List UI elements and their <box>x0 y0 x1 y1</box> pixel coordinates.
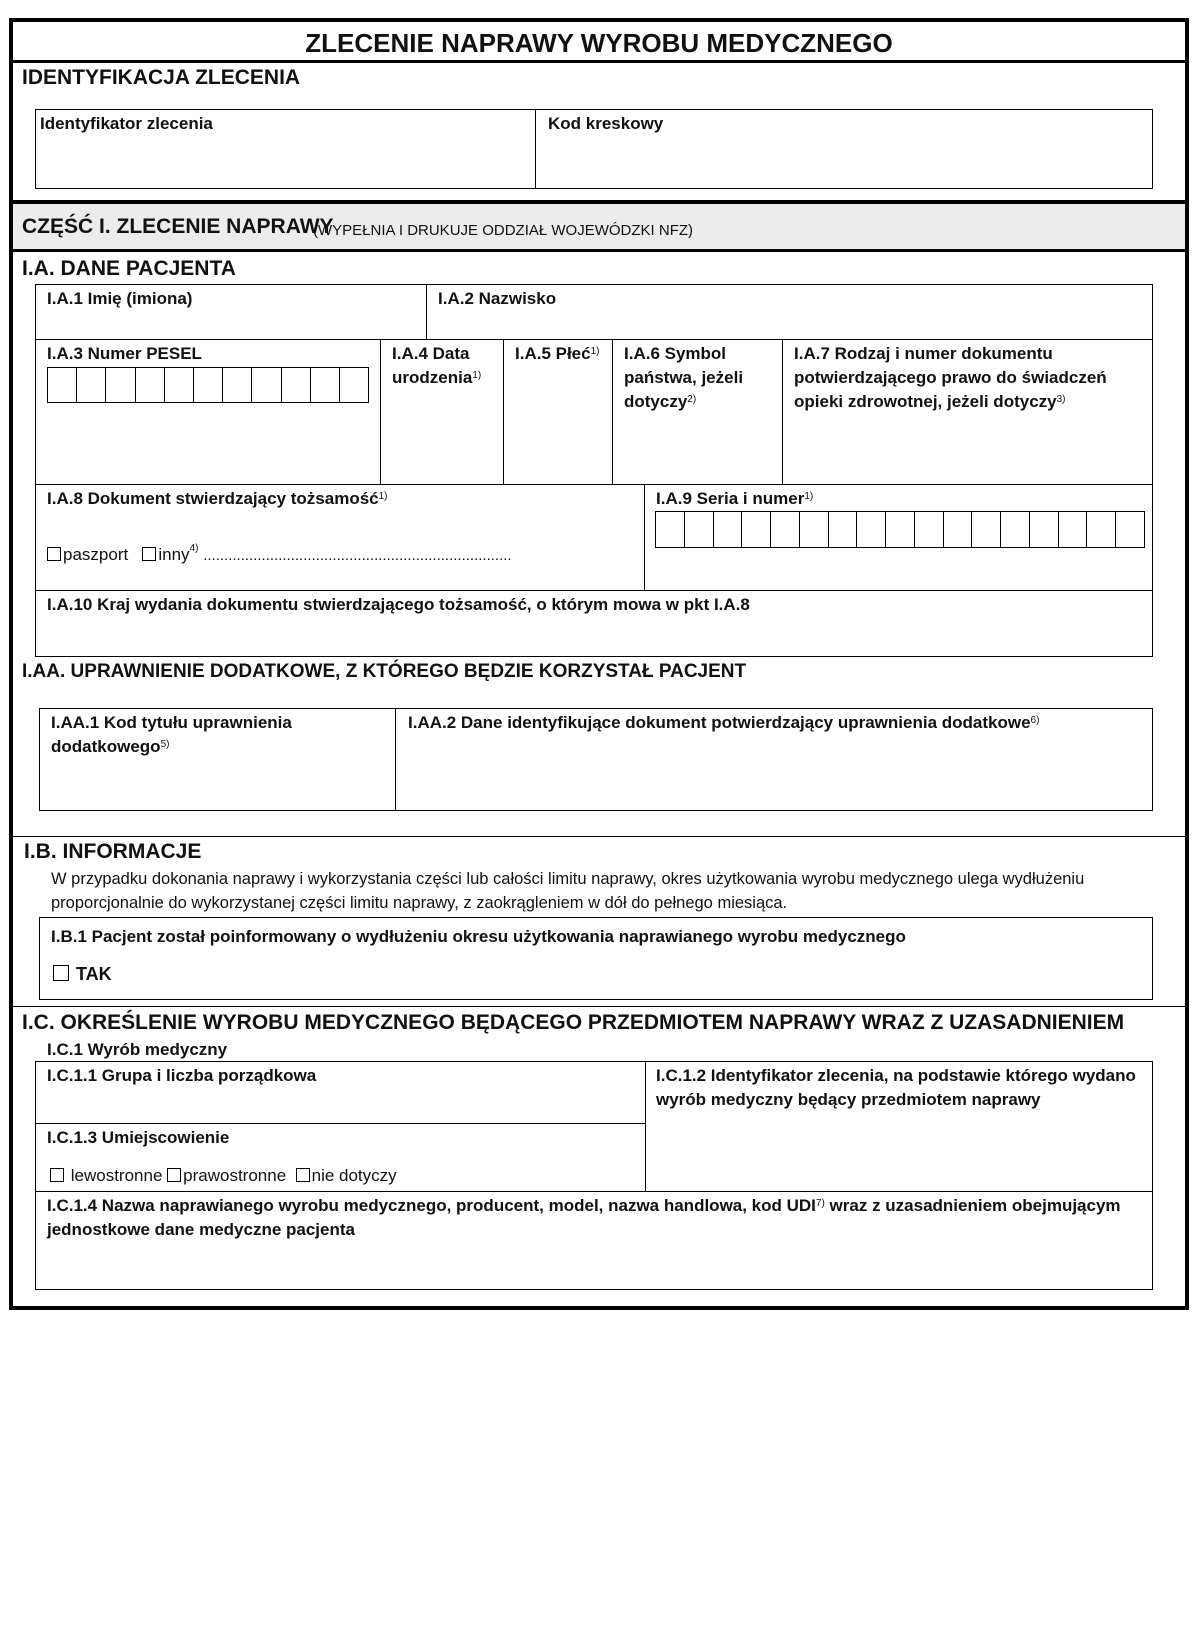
device-subheader: I.C.1 Wyrób medyczny <box>47 1040 228 1059</box>
patient-header: I.A. DANE PACJENTA <box>22 257 236 280</box>
barcode-label: Kod kreskowy <box>548 114 664 133</box>
pesel-field[interactable] <box>35 339 381 485</box>
order-ref-label: I.C.1.2 Identyfikator zlecenia, na podstawie którego wydano wyrób medyczny będący przedmiotem naprawy <box>656 1066 1136 1109</box>
id-doc-field <box>35 484 645 591</box>
footnote-ref: 7) <box>815 1198 825 1209</box>
first-name-field[interactable] <box>35 284 427 340</box>
footnote-ref: 1) <box>590 346 600 357</box>
footnote-ref: 1) <box>472 370 482 381</box>
birth-date-field[interactable] <box>380 339 504 485</box>
left-side-checkbox[interactable] <box>50 1168 64 1182</box>
sex-field[interactable] <box>503 339 613 485</box>
doc-kind-label: I.A.7 Rodzaj i numer dokumentu potwierdzającego prawo do świadczeń opieki zdrowotnej, jeżeli dotyczy <box>794 344 1107 411</box>
device-header: I.C. OKREŚLENIE WYROBU MEDYCZNEGO BĘDĄCEGO PRZEDMIOTEM NAPRAWY WRAZ Z UZASADNIENIEM <box>22 1011 1125 1034</box>
id-doc-label: I.A.8 Dokument stwierdzający tożsamość <box>47 489 379 508</box>
footnote-ref: 3) <box>1056 394 1066 405</box>
last-name-field[interactable] <box>426 284 1153 340</box>
ib1-box <box>39 917 1153 1000</box>
right-side-label: prawostronne <box>183 1166 287 1185</box>
footnote-ref: 4) <box>189 543 199 554</box>
footnote-ref: 5) <box>160 739 170 750</box>
birth-date-label: I.A.4 Data urodzenia <box>392 344 473 387</box>
tak-checkbox[interactable] <box>53 965 69 981</box>
other-doc-label: inny <box>158 545 190 564</box>
part1-header: CZĘŚĆ I. ZLECENIE NAPRAWY <box>22 215 334 238</box>
country-field[interactable] <box>612 339 783 485</box>
first-name-label: I.A.1 Imię (imiona) <box>47 289 193 308</box>
series-label: I.A.9 Seria i numer <box>656 489 805 508</box>
group-label: I.C.1.1 Grupa i liczba porządkowa <box>47 1066 317 1085</box>
passport-label: paszport <box>63 545 129 564</box>
pesel-label: I.A.3 Numer PESEL <box>47 344 202 363</box>
additional-doc-field[interactable] <box>395 708 1153 811</box>
additional-header: I.AA. UPRAWNIENIE DODATKOWE, Z KTÓREGO BĘDZIE KORZYSTAŁ PACJENT <box>22 661 747 682</box>
pesel-digit-boxes[interactable] <box>47 367 369 403</box>
info-header: I.B. INFORMACJE <box>24 840 202 863</box>
identification-header: IDENTYFIKACJA ZLECENIA <box>22 66 301 89</box>
divider <box>13 1006 1185 1007</box>
barcode-field[interactable] <box>535 109 1153 189</box>
right-side-checkbox[interactable] <box>167 1168 181 1182</box>
part1-band <box>13 200 1185 252</box>
form-title: ZLECENIE NAPRAWY WYROBU MEDYCZNEGO <box>305 28 893 58</box>
ib1-label: I.B.1 Pacjent został poinformowany o wydłużeniu okresu użytkowania naprawianego wyrobu medycznego <box>51 927 906 946</box>
issuing-country-label: I.A.10 Kraj wydania dokumentu stwierdzającego tożsamość, o którym mowa w pkt I.A.8 <box>47 595 750 614</box>
last-name-label: I.A.2 Nazwisko <box>438 289 557 308</box>
sex-label: I.A.5 Płeć <box>515 344 591 363</box>
info-text: W przypadku dokonania naprawy i wykorzystania części lub całości limitu naprawy, okres użytkowania wyrobu medycznego ulega wydłużeniu proporcjonalnie do wykorzystanej części limitu naprawy, z zaokrągleniem w dół do pełnego miesiąca. <box>51 870 1085 912</box>
group-field[interactable] <box>35 1061 646 1124</box>
not-applicable-checkbox[interactable] <box>296 1168 310 1182</box>
location-field <box>35 1123 646 1192</box>
series-field <box>644 484 1153 591</box>
order-id-field[interactable] <box>35 109 536 189</box>
other-doc-checkbox[interactable] <box>142 547 156 561</box>
not-applicable-label: nie dotyczy <box>311 1166 397 1185</box>
additional-code-label: I.AA.1 Kod tytułu uprawnienia dodatkowego <box>51 713 292 756</box>
footnote-ref: 1) <box>804 491 814 502</box>
order-id-label: Identyfikator zlecenia <box>40 114 213 133</box>
country-label: I.A.6 Symbol państwa, jeżeli dotyczy <box>624 344 744 411</box>
footnote-ref: 1) <box>378 491 388 502</box>
additional-code-field[interactable] <box>39 708 396 811</box>
additional-doc-label: I.AA.2 Dane identyfikujące dokument potwierdzający uprawnienia dodatkowe <box>408 713 1031 732</box>
device-name-field[interactable] <box>35 1191 1153 1290</box>
title-rule <box>13 60 1185 63</box>
tak-label: TAK <box>76 964 112 984</box>
divider <box>13 836 1185 837</box>
other-doc-dots[interactable]: .......................................................................... <box>203 547 512 564</box>
footnote-ref: 2) <box>687 394 697 405</box>
doc-kind-field[interactable] <box>782 339 1153 485</box>
left-side-label: lewostronne <box>70 1166 163 1185</box>
footnote-ref: 6) <box>1030 715 1040 726</box>
passport-checkbox[interactable] <box>47 547 61 561</box>
order-ref-field[interactable] <box>645 1061 1153 1192</box>
series-digit-boxes[interactable] <box>655 511 1145 548</box>
issuing-country-field[interactable] <box>35 590 1153 657</box>
device-name-label: I.C.1.4 Nazwa naprawianego wyrobu medycznego, producent, model, nazwa handlowa, kod UDI <box>47 1196 816 1215</box>
device-name-tail: wraz z uzasadnieniem obejmującym jednostkowe dane medyczne pacjenta <box>47 1196 1121 1239</box>
location-label: I.C.1.3 Umiejscowienie <box>47 1128 230 1147</box>
part1-note: (WYPEŁNIA I DRUKUJE ODDZIAŁ WOJEWÓDZKI NFZ) <box>313 222 694 239</box>
